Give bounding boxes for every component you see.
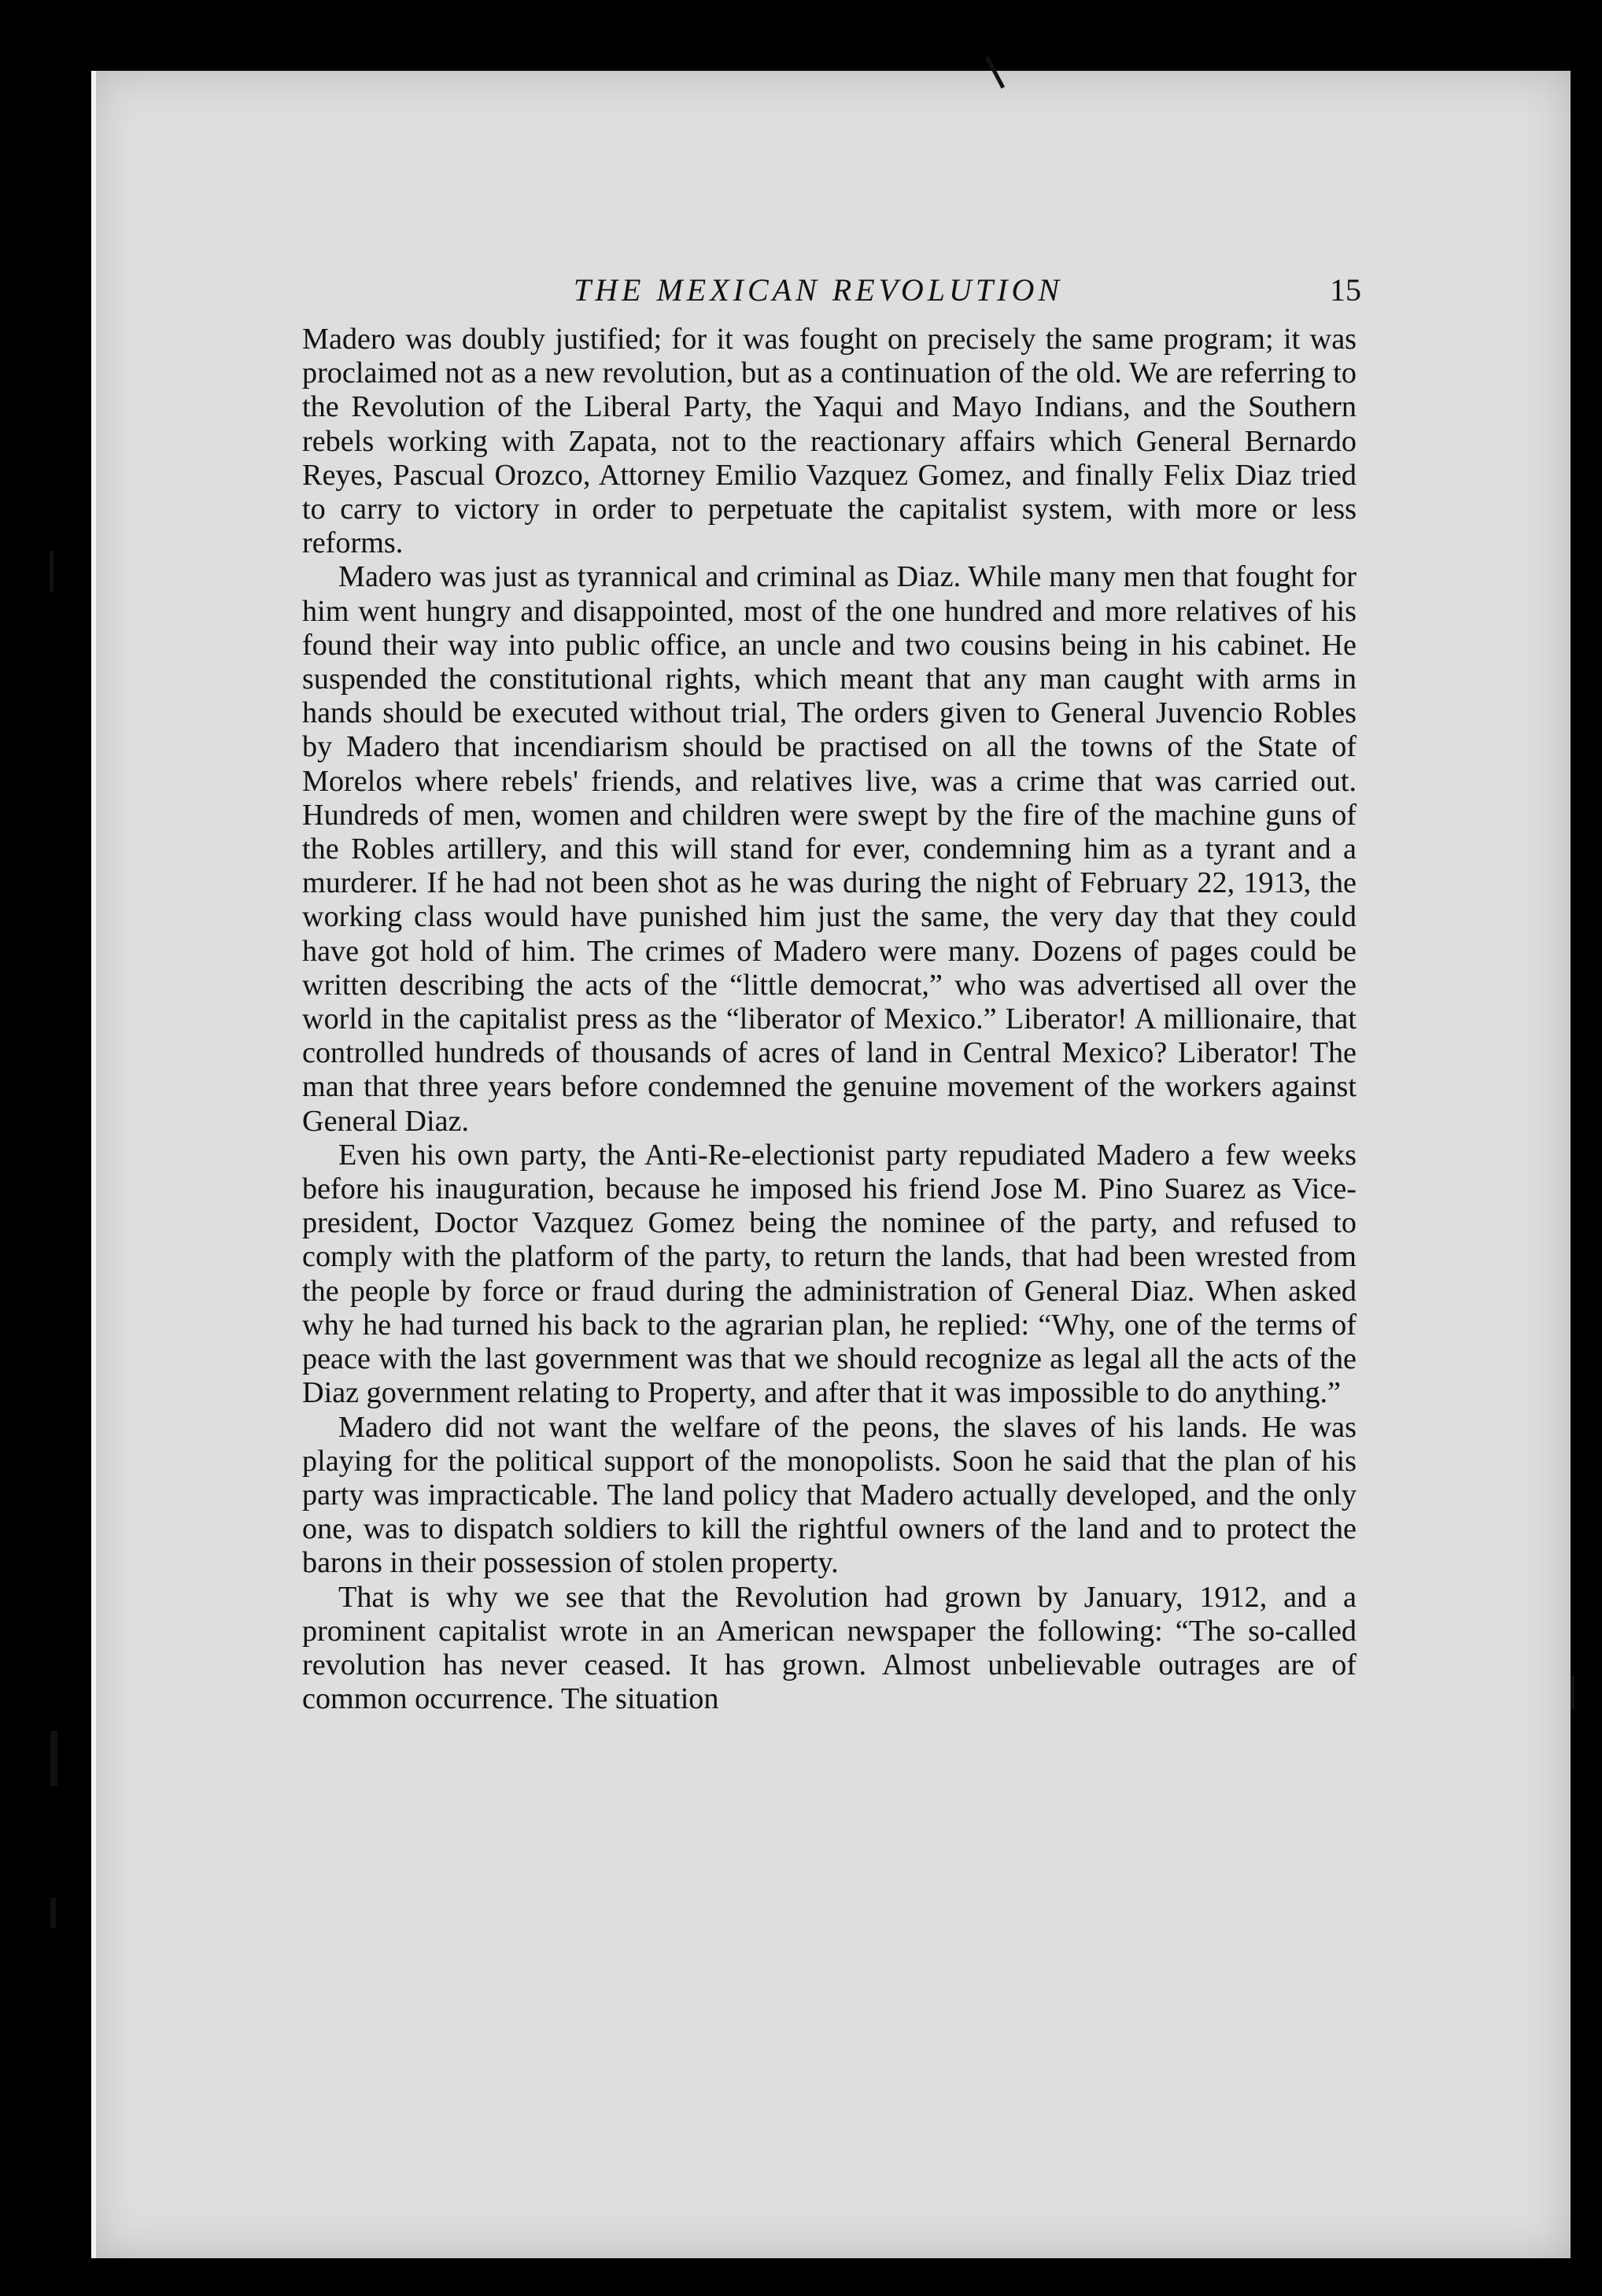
left-margin-mark [50, 1731, 57, 1786]
paragraph: Even his own party, the Anti-Re-electionist party repudiated Madero a few weeks before his inauguration, because he imposed his friend Jose M. Pino Suarez as Vice-president, Doctor Vazquez Gomez being the nominee of the party, and refused to comply with the platform of the party, to return the lands, that had been wrested from the people by force or fraud during the administration of General Diaz. When asked why he had turned his back to the agrarian plan, he replied: “Why, one of the terms of peace with the last government was that we should recognize as legal all the acts of the Diaz government relating to Property, and after that it was impossible to do anything.” [302, 1138, 1357, 1410]
body-text [302, 323, 1357, 1716]
paragraph: Madero did not want the welfare of the peons, the slaves of his lands. He was playing for the political support of the monopolists. Soon he said that the plan of his party was impracticable. The land policy that Madero actually developed, and the only one, was to dispatch soldiers to kill the rightful owners of the land and to protect the barons in their possession of stolen property. [302, 1410, 1357, 1580]
paragraph: Madero was doubly justified; for it was fought on precisely the same program; it was proclaimed not as a new revolution, but as a continuation of the old. We are referring to the Revolution of the Liberal Party, the Yaqui and Mayo Indians, and the Southern rebels working with Zapata, not to the reactionary affairs which General Bernardo Reyes, Pascual Orozco, Attorney Emilio Vazquez Gomez, and finally Felix Diaz tried to carry to victory in order to perpetuate the capitalist system, with more or less reforms. [302, 323, 1357, 560]
right-margin-mark [1571, 1676, 1574, 1709]
page-left-edge [91, 71, 96, 2258]
running-head [275, 271, 1361, 319]
left-margin-mark [50, 1898, 56, 1928]
running-title: THE MEXICAN REVOLUTION [573, 272, 1064, 308]
left-margin-mark [50, 551, 54, 592]
page-number: 15 [1330, 272, 1361, 308]
paragraph: Madero was just as tyrannical and criminal as Diaz. While many men that fought for him went hungry and disappointed, most of the one hundred and more relatives of his found their way into public office, an uncle and two cousins being in his cabinet. He suspended the constitutional rights, which meant that any man caught with arms in hands should be executed without trial, The orders given to General Juvencio Robles by Madero that incendiarism should be practised on all the towns of the State of Morelos where rebels' friends, and relatives live, was a crime that was carried out. Hundreds of men, women and children were swept by the fire of the machine guns of the Robles artillery, and this will stand for ever, condemning him as a tyrant and a murderer. If he had not been shot as he was during the night of February 22, 1913, the working class would have punished him just the same, the very day that they could have got hold of him. The crimes of Madero were many. Dozens of pages could be written describing the acts of the “little democrat,” who was advertised all over the world in the capitalist press as the “liberator of Mexico.” Liberator! A millionaire, that controlled hundreds of thousands of acres of land in Central Mexico? Liberator! The man that three years before condemned the genuine movement of the workers against General Diaz. [302, 560, 1357, 1138]
paragraph: That is why we see that the Revolution had grown by January, 1912, and a prominent capitalist wrote in an American newspaper the following: “The so-called revolution has never ceased. It has grown. Almost unbelievable outrages are of common occurrence. The situation [302, 1580, 1357, 1716]
